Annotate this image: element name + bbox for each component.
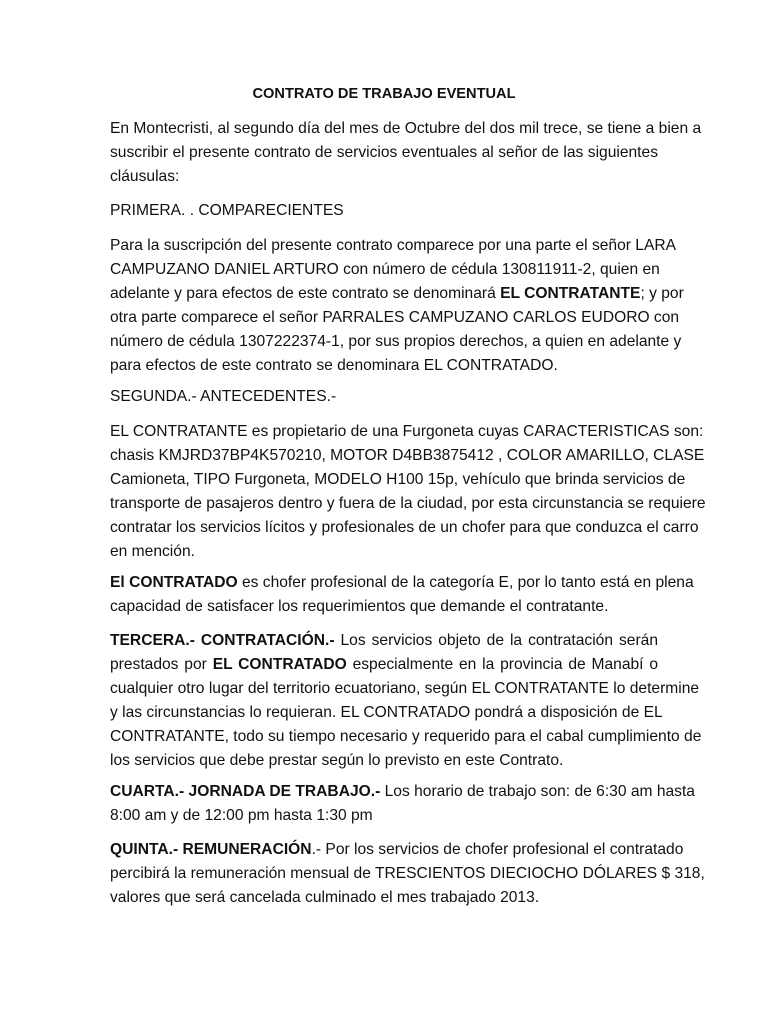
text-run: número de cédula 1307222374-1, por sus propios derechos, a quien en adelante y [110,333,682,350]
bold-text: EL CONTRATADO [212,656,347,673]
text-run: Camioneta, TIPO Furgoneta, MODELO H100 15p, vehículo que brinda servicios de [110,471,686,488]
text-run: EL CONTRATANTE es propietario de una Furgoneta cuyas CARACTERISTICAS son: [110,423,704,440]
text-line [110,165,658,189]
text-run: los servicios que debe prestar según lo previsto en este Contrato. [110,752,564,769]
text-line [110,234,677,258]
text-line [110,444,705,468]
text-line [110,725,702,749]
text-run: chasis KMJRD37BP4K570210, MOTOR D4BB3875412 , COLOR AMARILLO, CLASE [110,447,705,464]
text-line [110,653,658,677]
text-line [110,385,658,409]
text-run: percibirá la remuneración mensual de TRESCIENTOS DIECIOCHO DÓLARES $ 318, [110,865,705,882]
text-line [110,701,663,725]
text-line [110,540,658,564]
text-run: En Montecristi, al segundo día del mes de Octubre del dos mil trece, se tiene a bien a [110,120,702,137]
paragraph-antecedentes [110,420,706,564]
text-run: CAMPUZANO DANIEL ARTURO con número de cédula 130811911-2, quien en [110,261,660,278]
text-run: SEGUNDA.- ANTECEDENTES.- [110,388,337,405]
text-run: otra parte comparece el señor PARRALES CAMPUZANO CARLOS EUDORO con [110,309,680,326]
text-line [110,838,684,862]
text-run: .- Por los servicios de chofer profesional el contratado [311,841,684,858]
text-run: Para la suscripción del presente contrato comparece por una parte el señor LARA [110,237,677,254]
clause-quinta [110,838,705,910]
text-run: ; y por [640,285,684,302]
text-run: prestados por [110,656,213,673]
text-run: especialmente en la provincia de Manabí o [346,656,659,673]
text-run: es chofer profesional de la categoría E, por lo tanto está en plena [237,574,694,591]
text-line [110,629,658,653]
bold-text: El CONTRATADO [110,574,238,591]
clause-cuarta [110,780,695,828]
paragraph-comparecientes [110,234,684,378]
text-line [110,282,684,306]
text-line [110,804,658,828]
bold-text: QUINTA.- REMUNERACIÓN [110,841,312,858]
clause-tercera [110,629,702,773]
text-run: para efectos de este contrato se denominara EL CONTRATADO. [110,357,558,374]
paragraph-intro [110,117,702,189]
text-run: cláusulas: [110,168,180,185]
paragraph-contratado [110,571,694,619]
bold-text: CUARTA.- JORNADA DE TRABAJO.- [110,783,381,800]
text-line [110,330,682,354]
text-run: en mención. [110,543,195,560]
text-run: PRIMERA. . COMPARECIENTES [110,202,344,219]
text-line [110,117,702,141]
text-line [110,749,658,773]
text-line [110,492,706,516]
text-line [110,886,658,910]
text-line [110,199,658,223]
text-line [110,780,695,804]
text-line [110,677,700,701]
text-line [110,258,658,282]
text-line [110,306,680,330]
text-line [110,516,699,540]
text-run: y las circunstancias lo requieran. EL CONTRATADO pondrá a disposición de EL [110,704,663,721]
text-run: Los horario de trabajo son: de 6:30 am hasta [380,783,695,800]
clause-primera-heading [110,199,658,223]
bold-text: TERCERA.- CONTRATACIÓN.- [110,632,335,649]
text-run: 8:00 am y de 12:00 pm hasta 1:30 pm [110,807,373,824]
text-run: contratar los servicios lícitos y profesionales de un chofer para que conduzca el carro [110,519,699,536]
text-run: adelante y para efectos de este contrato se denominará [110,285,501,302]
text-line [110,862,705,886]
text-line [110,571,694,595]
text-line [110,468,686,492]
text-run: suscribir el presente contrato de servicios eventuales al señor de las siguientes [110,144,658,161]
text-line [110,595,658,619]
text-run: transporte de pasajeros dentro y fuera de la ciudad, por esta circunstancia se requiere [110,495,706,512]
text-line [110,420,704,444]
text-run: cualquier otro lugar del territorio ecuatoriano, según EL CONTRATANTE lo determine [110,680,700,697]
document-title: CONTRATO DE TRABAJO EVENTUAL [252,86,516,102]
text-run: CONTRATANTE, todo su tiempo necesario y requerido para el cabal cumplimiento de [110,728,702,745]
text-line [110,141,658,165]
text-run: capacidad de satisfacer los requerimientos que demande el contratante. [110,598,609,615]
text-run: valores que será cancelada culminado el mes trabajado 2013. [110,889,540,906]
text-line [110,354,658,378]
bold-text: EL CONTRATANTE [500,285,641,302]
text-run: Los servicios objeto de la contratación serán [334,632,658,649]
clause-segunda-heading [110,385,658,409]
